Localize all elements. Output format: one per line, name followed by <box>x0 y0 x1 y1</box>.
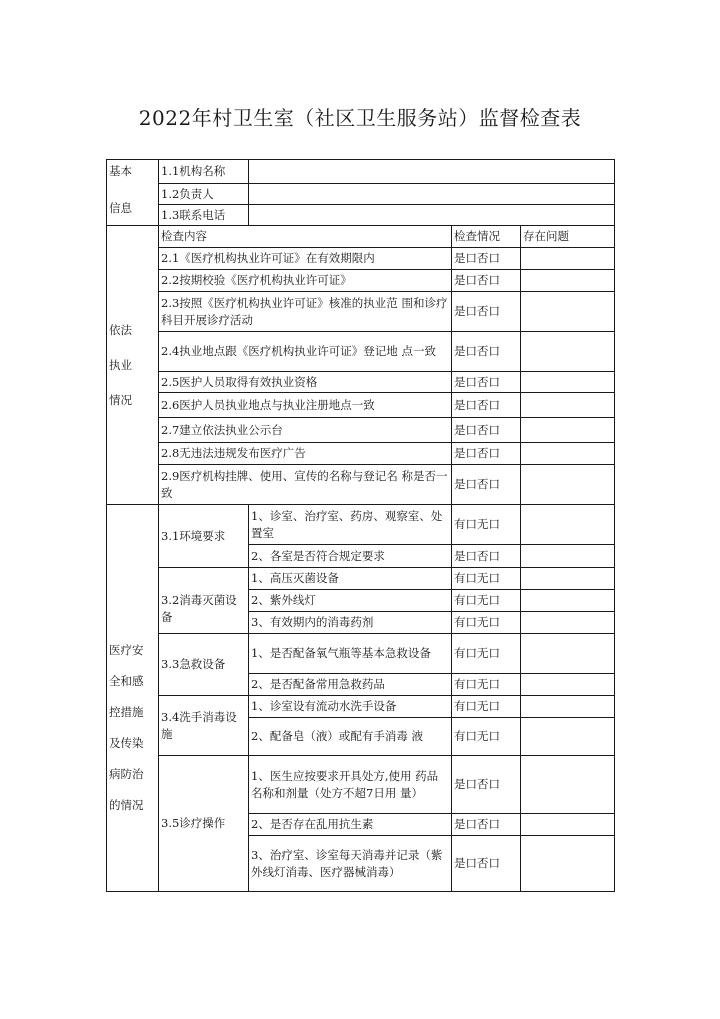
item-status[interactable]: 是口否口 <box>452 756 521 814</box>
table-row <box>107 393 615 418</box>
problem-cell[interactable] <box>521 465 615 505</box>
check-status[interactable]: 是口否口 <box>452 465 521 505</box>
item-status[interactable]: 有口无口 <box>452 718 521 756</box>
check-content: 2.5医护人员取得有效执业资格 <box>159 372 452 393</box>
check-status[interactable]: 是口否口 <box>452 248 521 270</box>
table-row <box>107 418 615 443</box>
check-content: 2.6医护人员执业地点与执业注册地点一致 <box>159 393 452 418</box>
check-content: 2.7建立依法执业公示台 <box>159 418 452 443</box>
table-row <box>107 248 615 270</box>
item-status[interactable]: 有口无口 <box>452 696 521 718</box>
table-row <box>107 332 615 372</box>
basic-field-value[interactable] <box>249 160 615 184</box>
problem-cell[interactable] <box>521 674 615 696</box>
item-status[interactable]: 是口否口 <box>452 814 521 836</box>
table-row <box>107 443 615 465</box>
item-status[interactable]: 有口无口 <box>452 590 521 612</box>
legal-section-label: 依法 执业 情况 <box>107 226 159 505</box>
group-name: 3.4洗手消毒设施 <box>159 696 249 756</box>
check-content: 2.8无违法违规发布医疗广告 <box>159 443 452 465</box>
problem-cell[interactable] <box>521 292 615 332</box>
item-text: 1、诊室设有流动水洗手设备 <box>249 696 452 718</box>
problem-cell[interactable] <box>521 418 615 443</box>
basic-info-label: 基本 信息 <box>107 160 159 226</box>
check-status[interactable]: 是口否口 <box>452 393 521 418</box>
check-status[interactable]: 是口否口 <box>452 270 521 292</box>
check-content: 2.3按照《医疗机构执业许可证》核准的执业范 围和诊疗科目开展诊疗活动 <box>159 292 452 332</box>
problem-cell[interactable] <box>521 505 615 545</box>
problem-cell[interactable] <box>521 612 615 634</box>
problem-cell[interactable] <box>521 718 615 756</box>
item-text: 2、配备皂（液）或配有手消毒 液 <box>249 718 452 756</box>
table-row <box>107 465 615 505</box>
table-row <box>107 270 615 292</box>
legal-header-row <box>107 226 615 248</box>
check-content: 2.4执业地点跟《医疗机构执业许可证》登记地 点一致 <box>159 332 452 372</box>
basic-field-label: 1.2负责人 <box>159 184 249 205</box>
item-text: 1、是否配备氧气瓶等基本急救设备 <box>249 634 452 674</box>
group-name: 3.1环境要求 <box>159 505 249 568</box>
item-status[interactable]: 有口无口 <box>452 612 521 634</box>
table-row <box>107 372 615 393</box>
problem-cell[interactable] <box>521 568 615 590</box>
item-status[interactable]: 是口否口 <box>452 836 521 892</box>
header-content: 检查内容 <box>159 226 452 248</box>
item-text: 2、是否配备常用急救药品 <box>249 674 452 696</box>
basic-field-value[interactable] <box>249 184 615 205</box>
item-text: 2、紫外线灯 <box>249 590 452 612</box>
item-text: 1、高压灭菌设备 <box>249 568 452 590</box>
item-status[interactable]: 有口无口 <box>452 505 521 545</box>
check-status[interactable]: 是口否口 <box>452 418 521 443</box>
problem-cell[interactable] <box>521 634 615 674</box>
problem-cell[interactable] <box>521 836 615 892</box>
item-text: 3、有效期内的消毒药剂 <box>249 612 452 634</box>
item-text: 1、诊室、治疗室、药房、观察室、处置室 <box>249 505 452 545</box>
problem-cell[interactable] <box>521 270 615 292</box>
check-content: 2.9医疗机构挂牌、使用、宣传的名称与登记名 称是否一致 <box>159 465 452 505</box>
table-row <box>107 756 615 814</box>
check-status[interactable]: 是口否口 <box>452 292 521 332</box>
basic-field-label: 1.3联系电话 <box>159 205 249 226</box>
item-status[interactable]: 有口无口 <box>452 568 521 590</box>
table-row <box>107 505 615 545</box>
header-status: 检查情况 <box>452 226 521 248</box>
item-status[interactable]: 是口否口 <box>452 545 521 568</box>
check-status[interactable]: 是口否口 <box>452 372 521 393</box>
problem-cell[interactable] <box>521 248 615 270</box>
group-name: 3.2消毒灭菌设备 <box>159 568 249 634</box>
basic-row <box>107 184 615 205</box>
problem-cell[interactable] <box>521 756 615 814</box>
safety-section-label: 医疗安 全和感 控措施 及传染 病防治 的情况 <box>107 505 159 892</box>
item-text: 3、治疗室、诊室每天消毒并记录（紫外线灯消毒、医疗器械消毒） <box>249 836 452 892</box>
check-status[interactable]: 是口否口 <box>452 332 521 372</box>
problem-cell[interactable] <box>521 545 615 568</box>
basic-row <box>107 205 615 226</box>
group-name: 3.3急救设备 <box>159 634 249 696</box>
problem-cell[interactable] <box>521 372 615 393</box>
problem-cell[interactable] <box>521 443 615 465</box>
item-status[interactable]: 有口无口 <box>452 634 521 674</box>
item-text: 2、是否存在乱用抗生素 <box>249 814 452 836</box>
problem-cell[interactable] <box>521 696 615 718</box>
inspection-table <box>106 159 615 892</box>
item-text: 2、各室是否符合规定要求 <box>249 545 452 568</box>
basic-field-value[interactable] <box>249 205 615 226</box>
group-name: 3.5诊疗操作 <box>159 756 249 892</box>
problem-cell[interactable] <box>521 332 615 372</box>
basic-field-label: 1.1机构名称 <box>159 160 249 184</box>
header-problem: 存在问题 <box>521 226 615 248</box>
table-row <box>107 568 615 590</box>
basic-row <box>107 160 615 184</box>
check-content: 2.2按期校验《医疗机构执业许可证》 <box>159 270 452 292</box>
problem-cell[interactable] <box>521 393 615 418</box>
check-content: 2.1《医疗机构执业许可证》在有效期限内 <box>159 248 452 270</box>
page-title: 2022年村卫生室（社区卫生服务站）监督检查表 <box>138 106 582 130</box>
table-row <box>107 696 615 718</box>
table-row <box>107 634 615 674</box>
table-row <box>107 292 615 332</box>
problem-cell[interactable] <box>521 814 615 836</box>
item-status[interactable]: 有口无口 <box>452 674 521 696</box>
check-status[interactable]: 是口否口 <box>452 443 521 465</box>
problem-cell[interactable] <box>521 590 615 612</box>
item-text: 1、医生应按要求开具处方,使用 药品名称和剂量（处方不超7日用 量） <box>249 756 452 814</box>
